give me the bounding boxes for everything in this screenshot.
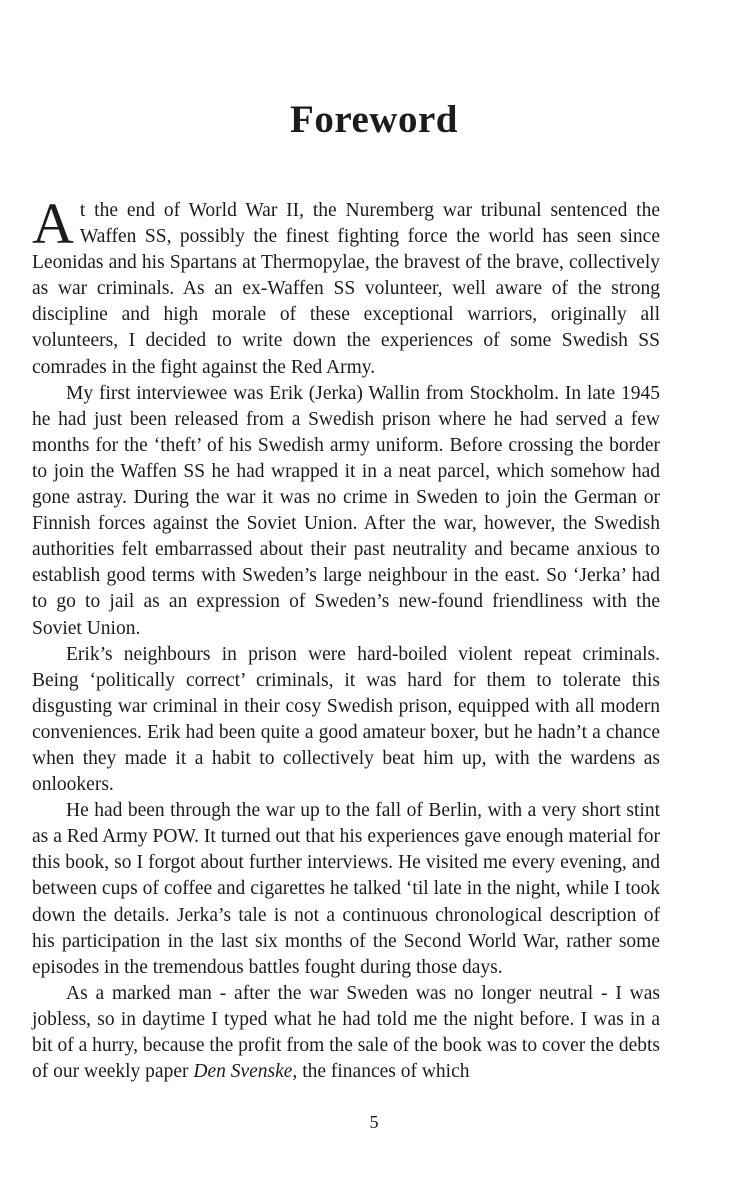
paragraph-4: He had been through the war up to the fall of Berlin, with a very short stint as a Red Army POW. It turned out that his experiences gave enough material for this book, so I forgot about further interviews. He visited me every evening, and between cups of coffee and cigarettes he talked ‘til late in the night, while I took down the details. Jerka’s tale is not a continuous chronological description of his participation in the last six months of the Second World War, rather some episodes in the tremendous battles fought during those days. bbox=[32, 800, 660, 978]
drop-cap: A bbox=[32, 191, 74, 256]
paragraph-1 bbox=[32, 191, 660, 381]
paragraph-5 bbox=[32, 981, 660, 1085]
chapter-title: Foreword bbox=[290, 98, 458, 141]
paragraph-5-text-end: the finances of which bbox=[297, 1061, 470, 1083]
paragraph-3: Erik’s neighbours in prison were hard-boiled violent repeat criminals. Being ‘politically correct’ criminals, it was hard for them to tolerate this disgusting war criminal in their cosy Swedish prison, equipped with all modern conveniences. Erik had been quite a good amateur boxer, but he hadn’t a chance when they made it a habit to collectively beat him up, with the wardens as onlookers. bbox=[32, 643, 660, 796]
paragraph-2: My first interviewee was Erik (Jerka) Wallin from Stockholm. In late 1945 he had just been released from a Swedish prison where he had served a few months for the ‘theft’ of his Swedish army uniform. Before crossing the border to join the Waffen SS he had wrapped it in a neat parcel, which somehow had gone astray. During the war it was no crime in Sweden to join the German or Finnish forces against the Soviet Union. After the war, however, the Swedish authorities felt embarrassed about their past neutrality and became anxious to establish good terms with Sweden’s large neighbour in the east. So ‘Jerka’ had to go to jail as an expression of Sweden’s new-found friendliness with the Soviet Union. bbox=[32, 382, 660, 639]
paragraph-1-text: t the end of World War II, the Nuremberg war tribunal sentenced the Waffen SS, possibly the finest fighting force the world has seen since Leonidas and his Spartans at Thermopylae, the bravest of the brave, collectively as war criminals. As an ex-Waffen SS volunteer, well aware of the strong discipline and high morale of these exceptional warriors, originally all volunteers, I decided to write down the experiences of some Swedish SS comrades in the fight against the Red Army. bbox=[32, 200, 660, 378]
page-number: 5 bbox=[369, 1112, 379, 1132]
chapter-body bbox=[32, 191, 660, 1085]
newspaper-title: Den Svenske, bbox=[193, 1061, 298, 1083]
paragraph-5-text-start: As a marked man - after the war Sweden was no longer neutral - I was jobless, so in daytime I typed what he had told me the night before. I was in a bit of a hurry, because the profit from the sale of the book was to cover the debts of our weekly paper bbox=[32, 982, 660, 1083]
